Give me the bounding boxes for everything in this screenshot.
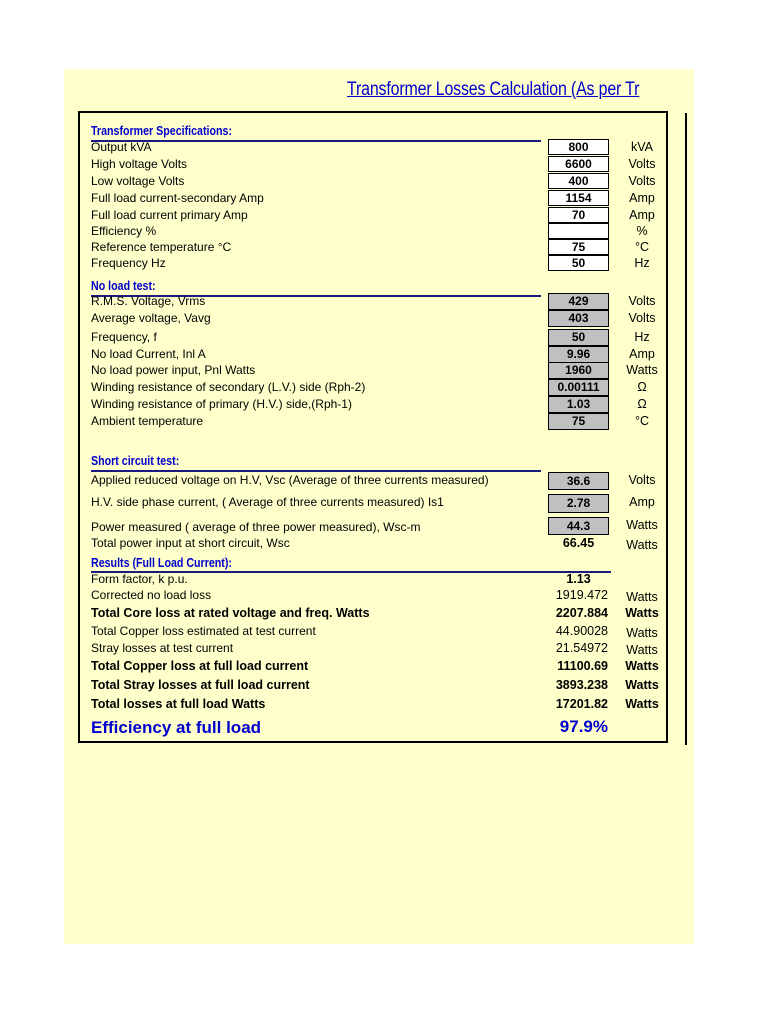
row-label: No load power input, Pnl Watts — [91, 363, 256, 377]
row-label: R.M.S. Voltage, Vrms — [91, 294, 206, 308]
row-label: Winding resistance of primary (H.V.) side,(Rph-1) — [91, 397, 352, 411]
efficiency-label: Efficiency at full load — [91, 718, 262, 737]
row-label: Winding resistance of secondary (L.V.) side (Rph-2) — [91, 380, 366, 394]
value-cell[interactable]: 44.3 — [548, 517, 609, 535]
row-label: Efficiency % — [91, 224, 157, 238]
row-label: Ambient temperature — [91, 414, 204, 428]
row-label: Stray losses at test current — [91, 641, 234, 655]
unit-label: °C — [634, 240, 650, 254]
page-title: Transformer Losses Calculation (As per Tr — [347, 79, 640, 100]
unit-label: Watts — [626, 518, 658, 532]
value-text: 66.45 — [562, 536, 595, 550]
row-label: Frequency Hz — [91, 256, 166, 270]
unit-label: Ω — [637, 380, 647, 394]
adjacent-box-border — [685, 113, 687, 745]
value-text: 44.90028 — [555, 624, 608, 638]
row-label: Frequency, f — [91, 330, 157, 344]
value-text: 11100.69 — [557, 659, 608, 673]
unit-label: Hz — [634, 256, 650, 270]
row-label: High voltage Volts — [91, 157, 188, 171]
value-cell[interactable]: 75 — [548, 239, 609, 255]
value-cell[interactable]: 75 — [548, 413, 609, 430]
value-text: 1919.472 — [555, 588, 608, 602]
value-cell[interactable]: 2.78 — [548, 494, 609, 513]
row-label: Low voltage Volts — [91, 174, 185, 188]
row-label: Total losses at full load Watts — [91, 697, 266, 711]
unit-label: Volts — [628, 174, 656, 188]
unit-label: Watts — [626, 538, 658, 552]
value-cell[interactable]: 9.96 — [548, 346, 609, 363]
row-label: Average voltage, Vavg — [91, 311, 211, 325]
value-cell[interactable]: 50 — [548, 329, 609, 346]
unit-label: Watts — [626, 363, 658, 377]
spreadsheet-sheet — [64, 69, 694, 944]
section-header-results: Results (Full Load Current): — [91, 555, 232, 570]
section-header-no-load: No load test: — [91, 278, 156, 293]
value-cell[interactable]: 1.03 — [548, 396, 609, 413]
row-label: Total Copper loss at full load current — [91, 659, 309, 673]
unit-label: Volts — [628, 311, 656, 325]
value-text: 1.13 — [566, 572, 591, 586]
unit-label: Watts — [626, 626, 658, 640]
unit-label: Ω — [637, 397, 647, 411]
unit-label: Amp — [629, 495, 655, 509]
unit-label: Watts — [626, 643, 658, 657]
unit-label: Amp — [629, 208, 655, 222]
value-cell[interactable]: 429 — [548, 293, 609, 310]
value-text: 17201.82 — [555, 697, 608, 711]
section-header-specifications: Transformer Specifications: — [91, 123, 233, 138]
value-cell[interactable]: 800 — [548, 139, 609, 155]
value-text: 21.54972 — [555, 641, 608, 655]
value-cell[interactable]: 0.00111 — [548, 379, 609, 396]
value-cell[interactable]: 50 — [548, 255, 609, 271]
row-label: Full load current primary Amp — [91, 208, 248, 222]
row-label: Applied reduced voltage on H.V, Vsc (Average of three currents measured) — [91, 473, 489, 487]
unit-label: Hz — [634, 330, 650, 344]
unit-label: Volts — [628, 294, 656, 308]
value-text: 2207.884 — [555, 606, 608, 620]
unit-label: Volts — [628, 157, 656, 171]
row-label: H.V. side phase current, ( Average of three currents measured) Is1 — [91, 495, 444, 509]
row-label: Form factor, k p.u. — [91, 572, 188, 586]
efficiency-value: 97.9% — [559, 717, 608, 736]
row-label: Total Copper loss estimated at test current — [91, 624, 316, 638]
row-label: Total power input at short circuit, Wsc — [91, 536, 290, 550]
unit-label: Amp — [629, 347, 655, 361]
value-cell[interactable]: 1154 — [548, 190, 609, 206]
unit-label: Watts — [625, 697, 659, 711]
value-cell[interactable]: 36.6 — [548, 472, 609, 490]
row-label: Reference temperature °C — [91, 240, 232, 254]
section-divider — [91, 140, 541, 142]
unit-label: Volts — [628, 473, 656, 487]
unit-label: Amp — [629, 191, 655, 205]
value-cell[interactable]: 6600 — [548, 156, 609, 172]
section-header-short-circuit: Short circuit test: — [91, 453, 180, 468]
unit-label: °C — [634, 414, 650, 428]
unit-label: Watts — [625, 659, 659, 673]
value-cell[interactable] — [548, 223, 609, 239]
row-label: Full load current-secondary Amp — [91, 191, 264, 205]
calculation-box — [78, 111, 668, 743]
unit-label: kVA — [631, 140, 653, 154]
value-text: 3893.238 — [555, 678, 608, 692]
value-cell[interactable]: 403 — [548, 310, 609, 327]
value-cell[interactable]: 1960 — [548, 362, 609, 379]
row-label: No load Current, Inl A — [91, 347, 206, 361]
unit-label: Watts — [625, 606, 659, 620]
value-cell[interactable]: 70 — [548, 207, 609, 223]
unit-label: Watts — [625, 678, 659, 692]
unit-label: Watts — [626, 590, 658, 604]
row-label: Total Stray losses at full load current — [91, 678, 310, 692]
row-label: Output kVA — [91, 140, 152, 154]
value-cell[interactable]: 400 — [548, 173, 609, 189]
unit-label: % — [636, 224, 648, 238]
row-label: Corrected no load loss — [91, 588, 212, 602]
row-label: Power measured ( average of three power measured), Wsc-m — [91, 520, 421, 534]
row-label: Total Core loss at rated voltage and freq. Watts — [91, 606, 370, 620]
